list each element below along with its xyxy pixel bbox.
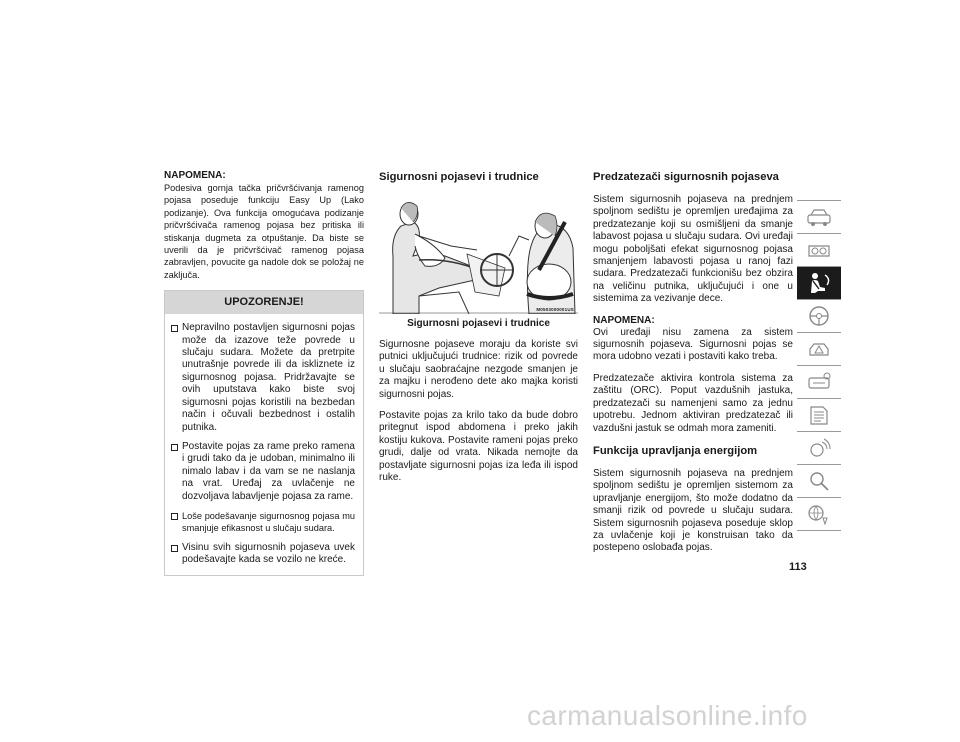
- chapter-navigation: [797, 200, 841, 530]
- warning-item: [171, 510, 355, 535]
- column-middle: [379, 170, 578, 484]
- nav-item-driving[interactable]: [797, 299, 841, 333]
- warning-car-icon: [805, 337, 833, 361]
- page-number: 113: [789, 561, 807, 573]
- nav-item-service[interactable]: [797, 365, 841, 399]
- specifications-icon: [805, 403, 833, 427]
- language-icon: [805, 502, 833, 526]
- paragraph: Sistem sigurnosnih pojaseva na prednjem spoljnom sedištu je opremljen uređajima za predzatezanje koji su osmišljeni da smanje labavost pojasa u slučaju sudara. Ovi uređaji mogu poboljšati efekat sigurnosnog pojasa smanjenjem labavosti pojasa u ranoj fazi sudara. Predzatezači funkcionišu bez obzira na veličinu putnika, uključujući i one u sistemima za vezivanje dece.: [593, 194, 793, 305]
- nav-item-specifications[interactable]: [797, 398, 841, 432]
- pregnant-seatbelt-illustration: [379, 196, 578, 314]
- column-left: [164, 170, 364, 576]
- nav-item-emergency[interactable]: [797, 332, 841, 366]
- figure-code: M0503000001US: [536, 307, 574, 312]
- warning-item: [171, 542, 355, 567]
- checkbox-bullet-icon: [171, 325, 178, 332]
- seatbelt-safety-icon: [805, 271, 833, 295]
- nav-item-multimedia[interactable]: [797, 431, 841, 465]
- note-title: NAPOMENA:: [164, 170, 226, 181]
- service-car-icon: [805, 370, 833, 394]
- nav-item-car-info[interactable]: [797, 200, 841, 234]
- figure-caption: Sigurnosni pojasevi i trudnice: [407, 318, 550, 329]
- note-text: Podesiva gornja tačka pričvršćivanja ramenog pojasa poseduje funkciju Easy Up (Lako podizanje). Ova funkcija omogućava podizanje pričvršćivača ramenog pojasa bez pritiska ili stiskanja dugmeta za otpuštanje. Da biste se uverili da je pričvršćivač ramenog pojasa zabravljen, povucite ga nadole dok se položaj ne zaključa.: [164, 183, 364, 280]
- checkbox-bullet-icon: [171, 545, 178, 552]
- watermark-text: carmanualsonline.info: [527, 700, 808, 731]
- warning-body: [165, 314, 363, 574]
- checkbox-bullet-icon: [171, 444, 178, 451]
- nav-item-language[interactable]: [797, 497, 841, 531]
- section-heading: Sigurnosni pojasevi i trudnice: [379, 171, 539, 183]
- checkbox-bullet-icon: [171, 513, 178, 520]
- steering-wheel-icon: [805, 304, 833, 328]
- nav-item-index[interactable]: [797, 464, 841, 498]
- section-heading: Funkcija upravljanja energijom: [593, 444, 758, 457]
- note-text: Ovi uređaji nisu zamena za sistem sigurnosnih pojaseva. Sigurnosni pojas se mora udobno vezati i postaviti kako treba.: [593, 326, 793, 363]
- warning-item: [171, 441, 355, 503]
- warning-item-text: Postavite pojas za rame preko ramena i grudi tako da je udoban, minimalno ili nimalo labav i da vam se ne naslanja na vrat. Uređaj za uvlačenje ne dozvoljava labavljenje pojasa za rame.: [182, 440, 355, 502]
- warning-item-text: Loše podešavanje sigurnosnog pojasa mu smanjuje efikasnost u slučaju sudara.: [182, 510, 355, 534]
- section-heading: Predzatezači sigurnosnih pojaseva: [593, 171, 779, 183]
- warning-item-text: Visinu svih sigurnosnih pojaseva uvek podešavajte kada se vozilo ne kreće.: [182, 541, 355, 566]
- paragraph: Sigurnosne pojaseve moraju da koriste svi putnici uključujući trudnice: rizik od povrede u slučaju saobraćajne nezgode smanjen je za majku i nerođeno dete ako majka koristi sigurnosni pojas.: [379, 339, 578, 400]
- paragraph: Predzatezače aktivira kontrola sistema za zaštitu (ORC). Poput vazdušnih jastuka, predzatezači su namenjeni samo za jednu upotrebu. Jednom aktiviran predzatezač ili vazdušni jastuk se odmah mora zameniti.: [593, 372, 793, 434]
- note-title: NAPOMENA:: [593, 314, 655, 326]
- warning-box: [164, 290, 364, 575]
- paragraph: Postavite pojas za krilo tako da bude dobro pritegnut ispod abdomena i preko jakih kostiju kukova. Postavite rameni pojas preko grudi, dalje od vrata. Nikada nemojte da postavljate sigurnosni pojas iza leđa ili ispod ruke.: [379, 410, 578, 484]
- warning-item-text: Nepravilno postavljen sigurnosni pojas može da izazove teže povrede u slučaju sudara. Možete da pretrpite unutrašnje povrede ili da iskliznete iz sigurnosnog pojasa. Pridržavajte se ovih uputstava kako biste svoj sigurnosni pojas koristili na bezbedan način i očuvali bezbednost i ostalih putnika.: [182, 322, 355, 433]
- dashboard-icon: [805, 238, 833, 262]
- warning-title: UPOZORENJE!: [165, 291, 363, 314]
- multimedia-icon: [805, 436, 833, 460]
- warning-item: [171, 322, 355, 434]
- illustration-drawing: [379, 196, 578, 314]
- car-info-icon: [805, 205, 833, 229]
- nav-item-safety[interactable]: [797, 266, 841, 300]
- nav-item-dashboard[interactable]: [797, 233, 841, 267]
- column-right: [593, 170, 793, 555]
- search-index-icon: [805, 469, 833, 493]
- paragraph: Sistem sigurnosnih pojaseva na prednjem spoljnom sedištu je opremljen sistemom za upravljanje energijom, što može dodatno da smanji rizik od povrede u slučaju sudara. Sistem sigurnosnih pojaseva poseduje sklop za uvlačenje koji je konstruisan tako da postepeno oslobađa pojas.: [593, 467, 793, 554]
